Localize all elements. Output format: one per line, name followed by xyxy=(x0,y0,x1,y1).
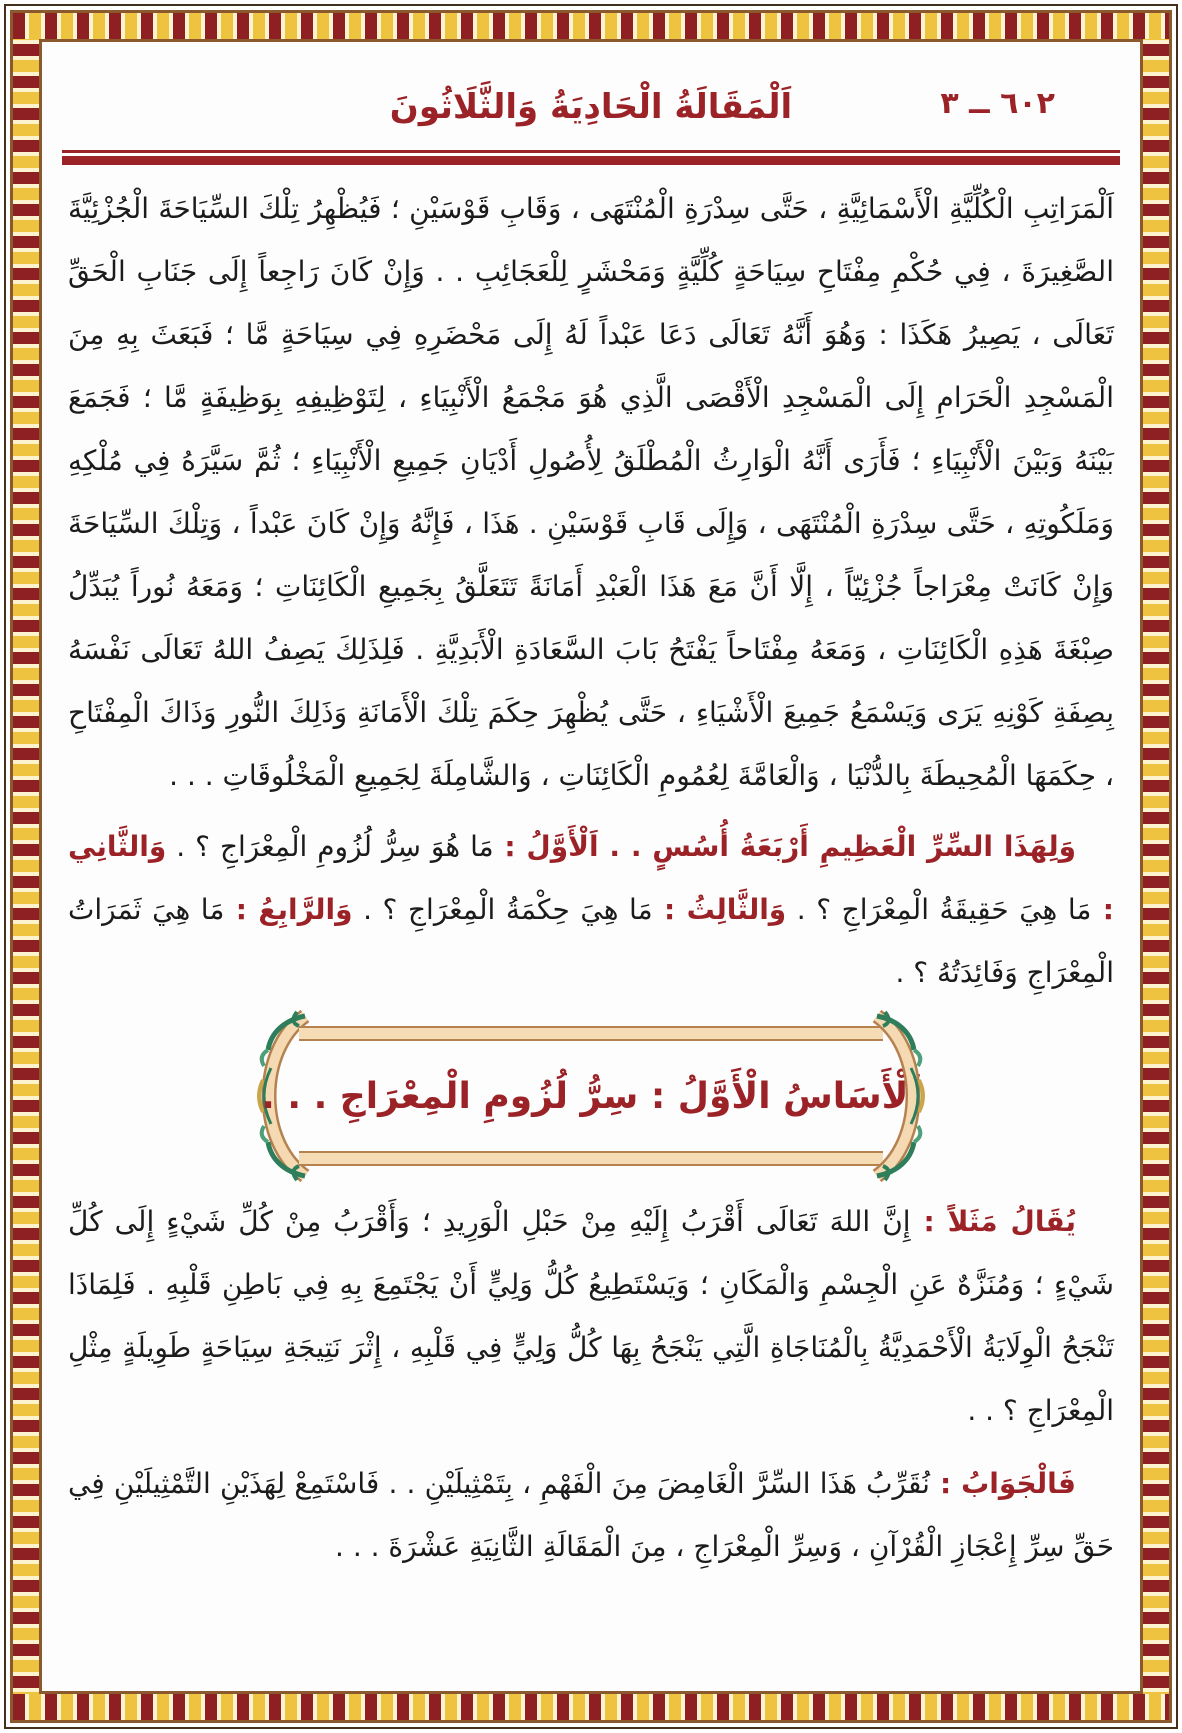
header-rule xyxy=(62,150,1120,165)
body-paragraph-4 xyxy=(68,1452,1114,1578)
example-text: إِنَّ اللهَ تَعَالَى أَقْرَبُ إِلَيْهِ مِنْ حَبْلِ الْوَرِيدِ ؛ وَأَقْرَبُ مِنْ كُلِّ شَيْءٍ إِلَى كُلِّ شَيْءٍ ؛ وَمُنَزَّهٌ عَنِ الْجِسْمِ وَالْمَكَانِ ؛ وَيَسْتَطِيعُ كُلُّ وَلِيٍّ أَنْ يَجْتَمِعَ بِهِ فِي بَاطِنِ قَلْبِهِ . فَلِمَاذَا تَنْجَحُ الْوِلَايَةُ الْأَحْمَدِيَّةُ بِالْمُنَاجَاةِ الَّتِي يَنْجَحُ بِهَا كُلُّ وَلِيٍّ فِي قَلْبِهِ ، إِثْرَ نَتِيجَةِ سِيَاحَةٍ طَوِيلَةٍ مِثْلِ الْمِعْرَاجِ ؟ . . xyxy=(68,1205,1114,1427)
answer-text: نُقَرِّبُ هَذَا السِّرَّ الْغَامِضَ مِنَ الْفَهْمِ ، بِتَمْثِيلَيْنِ . . فَاسْتَمِعْ لِهَذَيْنِ التَّمْثِيلَيْنِ فِي حَقِّ سِرِّ إِعْجَازِ الْقُرْآنِ ، وَسِرِّ الْمِعْرَاجِ ، مِنَ الْمَقَالَةِ الثَّانِيَةِ عَشْرَةَ . . . xyxy=(68,1467,1114,1563)
page-number: ٦٠٢ ــ ٣ xyxy=(940,86,1055,121)
fourth-question-label: وَالرَّابِعُ : xyxy=(224,893,353,926)
example-label: يُقَالُ مَثَلاً : xyxy=(910,1205,1076,1238)
banner-ornament-right-icon xyxy=(863,1010,941,1182)
third-question: مَا هِيَ حِكْمَةُ الْمِعْرَاجِ ؟ . xyxy=(352,893,653,926)
section-heading: اَلْأَسَاسُ الْأَوَّلُ : سِرُّ لُزُومِ الْمِعْرَاجِ . . . xyxy=(261,1075,921,1117)
page-content xyxy=(39,39,1143,1694)
page-header xyxy=(42,76,1140,142)
body-paragraph-3 xyxy=(68,1190,1114,1442)
third-question-label: وَالثَّالِثُ : xyxy=(652,893,787,926)
paragraph-2-lead: وَلِهَذَا السِّرِّ الْعَظِيمِ أَرْبَعَةُ أُسُسٍ . . xyxy=(598,830,1076,863)
second-question: مَا هِيَ حَقِيقَةُ الْمِعْرَاجِ ؟ . xyxy=(786,893,1092,926)
paragraph-1-text: اَلْمَرَاتِبِ الْكُلِّيَّةِ الْأَسْمَائِيَّةِ ، حَتَّى سِدْرَةِ الْمُنْتَهَى ، وَقَابِ قَوْسَيْنِ ؛ فَيُظْهِرُ تِلْكَ السِّيَاحَةَ الْجُزْئِيَّةَ الصَّغِيرَةَ ، فِي حُكْمِ مِفْتَاحِ سِيَاحَةٍ كُلِّيَّةٍ وَمَحْشَرٍ لِلْعَجَائِبِ . . وَإِنْ كَانَ رَاجِعاً إِلَى جَنَابِ الْحَقِّ تَعَالَى ، يَصِيرُ هَكَذَا : وَهُوَ أَنَّهُ تَعَالَى دَعَا عَبْداً لَهُ إِلَى مَحْضَرِهِ فِي سِيَاحَةٍ مَّا ؛ فَبَعَثَ بِهِ مِنَ الْمَسْجِدِ الْحَرَامِ إِلَى الْمَسْجِدِ الْأَقْصَى الَّذِي هُوَ مَجْمَعُ الْأَنْبِيَاءِ ، لِتَوْظِيفِهِ بِوَظِيفَةٍ مَّا ؛ فَجَمَعَ بَيْنَهُ وَبَيْنَ الْأَنْبِيَاءِ ؛ فَأَرَى أَنَّهُ الْوَارِثُ الْمُطْلَقُ لِأُصُولِ أَدْيَانِ جَمِيعِ الْأَنْبِيَاءِ ؛ ثُمَّ سَيَّرَهُ فِي مُلْكِهِ وَمَلَكُوتِهِ ، حَتَّى سِدْرَةِ الْمُنْتَهَى ، وَإِلَى قَابِ قَوْسَيْنِ . هَذَا ، فَإِنَّهُ وَإِنْ كَانَ عَبْداً ، وَتِلْكَ السِّيَاحَةَ وَإِنْ كَانَتْ مِعْرَاجاً جُزْئِيّاً ، إِلَّا أَنَّ مَعَ هَذَا الْعَبْدِ أَمَانَةً تَتَعَلَّقُ بِجَمِيعِ الْكَائِنَاتِ ؛ وَمَعَهُ نُوراً يُبَدِّلُ صِبْغَةَ هَذِهِ الْكَائِنَاتِ ، وَمَعَهُ مِفْتَاحاً يَفْتَحُ بَابَ السَّعَادَةِ الْأَبَدِيَّةِ . فَلِذَلِكَ يَصِفُ اللهُ تَعَالَى نَفْسَهُ بِصِفَةِ كَوْنِهِ يَرَى وَيَسْمَعُ جَمِيعَ الْأَشْيَاءِ ، حَتَّى يُظْهِرَ حِكَمَ تِلْكَ الْأَمَانَةِ وَذَلِكَ النُّورِ وَذَاكَ الْمِفْتَاحِ ، حِكَمَهَا الْمُحِيطَةَ بِالدُّنْيَا ، وَالْعَامَّةَ لِعُمُومِ الْكَائِنَاتِ ، وَالشَّامِلَةَ لِجَمِيعِ الْمَخْلُوقَاتِ . . . xyxy=(68,192,1114,792)
fourth-question: مَا هِيَ ثَمَرَاتُ الْمِعْرَاجِ وَفَائِدَتُهُ ؟ . xyxy=(68,893,1114,989)
body-paragraph-1 xyxy=(68,177,1114,807)
first-question: مَا هُوَ سِرُّ لُزُومِ الْمِعْرَاجِ ؟ . xyxy=(166,830,494,863)
header-rule-thin-line xyxy=(62,150,1120,153)
body-text xyxy=(42,177,1140,1578)
body-paragraph-2 xyxy=(68,815,1114,1004)
answer-label: فَالْجَوَابُ : xyxy=(929,1467,1077,1500)
section-banner xyxy=(245,1010,937,1182)
header-rule-thick-line xyxy=(62,156,1120,165)
first-question-label: اَلْأَوَّلُ : xyxy=(493,830,599,863)
page-title: اَلْمَقَالَةُ الْحَادِيَةُ وَالثَّلَاثُونَ xyxy=(389,87,793,127)
second-question-label: وَالثَّانِي : xyxy=(68,830,1114,926)
